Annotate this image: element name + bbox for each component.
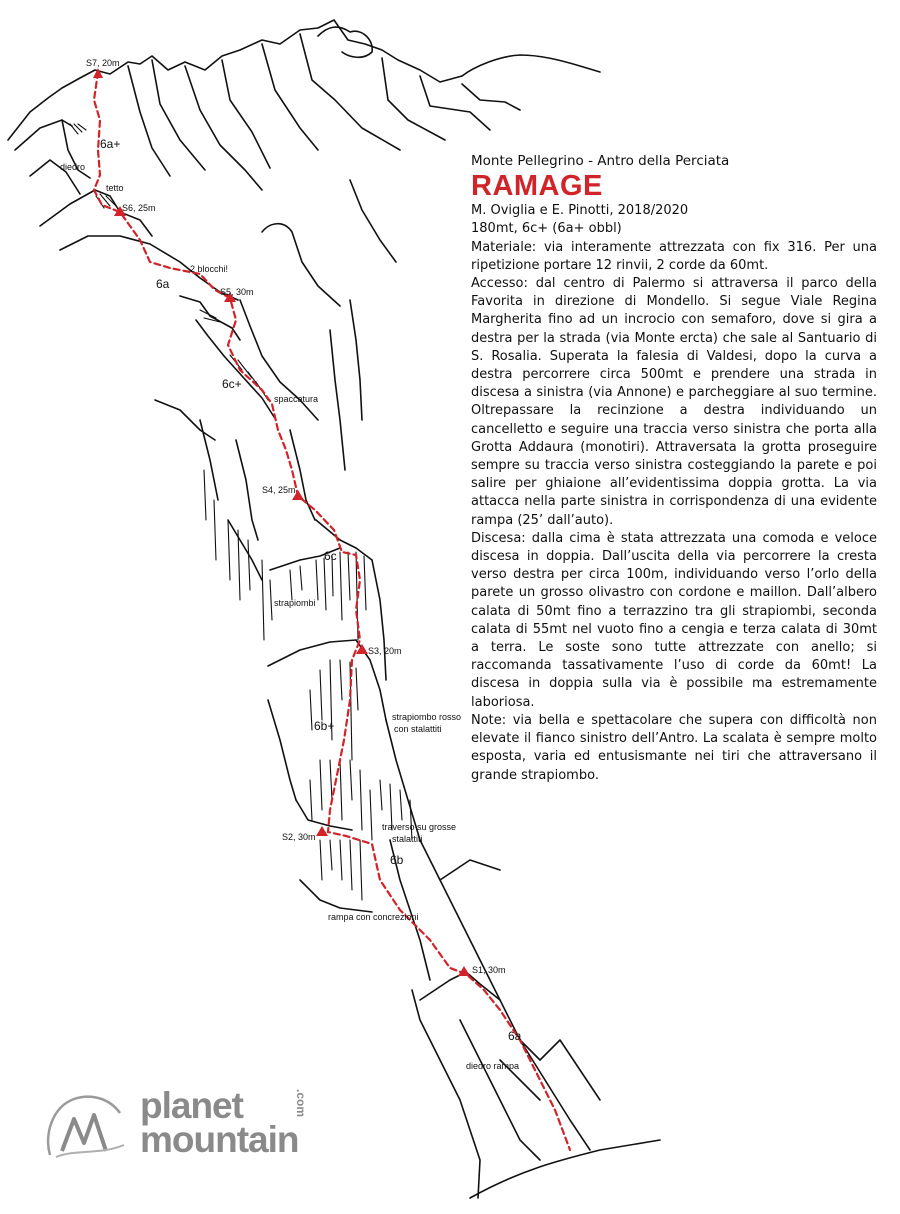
route-info-panel [471, 152, 877, 785]
pitch-grade-7: 6a+ [100, 137, 121, 151]
accesso-text: Accesso: dal centro di Palermo si attraversa il parco della Favorita in direzione di Mondello. Si segue Viale Regina Margherita fino ad un incrocio con semaforo, dove si gira a destra per la strada (via Monte ercta) che sale al Santuario di S. Rosalia. Superata la falesia di Valdesi, dopo la curva a destra percorrere circa 500mt e prendere una strada in discesa a sinistra (via Annone) e parcheggiare al suo termine. Oltrepassare la recinzione a destra individuando un cancelletto e seguire una traccia verso sinistra che porta alla Grotta Addaura (monotiri). Attraversata la grotta proseguire sempre su traccia verso sinistra costeggiando la parete e poi salire per ghiaione all’evidentissima doppia grotta. La via attacca nella parte sinistra in corrispondenza di una evidente rampa (25’ dall’auto). [471, 276, 877, 528]
feature-label-tetto: tetto [106, 183, 124, 193]
pitch-grade-1: 6a [508, 1029, 522, 1043]
location-subtitle: Monte Pellegrino - Antro della Perciata [471, 153, 730, 169]
feature-label-strapiombi: strapiombi [274, 598, 316, 608]
pitch-grade-6: 6a [156, 277, 170, 291]
feature-label-blocchi: 2 blocchi! [190, 264, 229, 274]
pitch-grade-3: 6b+ [314, 719, 335, 733]
logo-line-planet: planet [140, 1085, 243, 1126]
feature-label-traverso: traverso su grosse [382, 822, 457, 832]
materiale-text: Materiale: via interamente attrezzata con fix 316. Per una ripetizione portare 12 rinvii, 2 corde da 60mt. [471, 239, 877, 273]
belay-marker-s2 [316, 826, 328, 836]
belay-label-s5: S5, 30m [220, 287, 254, 297]
feature-label-spaccatura: spaccatura [274, 394, 319, 404]
planetmountain-logo [40, 1085, 308, 1165]
feature-label-rampa: rampa con concrezioni [328, 912, 419, 922]
belay-label-s6: S6, 25m [122, 203, 156, 213]
feature-label-grosse-stalattiti: stalattiti [392, 834, 423, 844]
logo-com-suffix: .com [294, 1089, 308, 1118]
overhang-hatching [70, 124, 412, 900]
pitch-grade-5: 6c+ [222, 377, 242, 391]
belay-label-s2: S2, 30m [282, 832, 316, 842]
feature-label-diedro-rampa: diedro rampa [466, 1061, 520, 1071]
authors: M. Oviglia e E. Pinotti, 2018/2020 [471, 203, 689, 219]
belay-label-s1: S1, 30m [472, 965, 506, 975]
logo-line-mountain: mountain [140, 1119, 299, 1160]
route-stats: 180mt, 6c+ (6a+ obbl) [471, 221, 622, 237]
pitch-grade-4: 6c [324, 549, 337, 563]
feature-label-strapiombo-rosso: strapiombo rosso [392, 712, 462, 722]
feature-label-stalattiti: con stalattiti [394, 724, 442, 734]
note-text: Note: via bella e spettacolare che supera con difficoltà non elevate il fianco sinistro dell’Antro. La scalata è sempre molto esposta, varia ed entusismante nei tiri che attraversano il grande strapiombo. [471, 712, 877, 783]
pitch-grade-2: 6b [390, 853, 404, 867]
discesa-text: Discesa: dalla cima è stata attrezzata una comoda e veloce discesa in doppia. Dall’uscita della via percorrere la cresta verso destra per circa 100m, individuando verso l’orlo della parete un grosso olivastro con cordone e maillon. Dall’albero calata di 50mt fino a terrazzino tra gli strapiombi, seconda calata di 55mt nel vuoto fino a cengia e terza calata di 30mt a terra. Le soste sono tutte attrezzate con anello; si raccomanda tassativamente l’uso di corde da 60mt! La discesa in doppia sulla via è possibile ma estremamente laboriosa. [471, 530, 877, 710]
belay-label-s4: S4, 25m [262, 485, 296, 495]
route-title: RAMAGE [471, 170, 603, 203]
mountain-logo-icon [40, 1085, 140, 1165]
belay-label-s7: S7, 20m [86, 58, 120, 68]
feature-label-diedro: diedro [60, 162, 86, 172]
belay-label-s3: S3, 20m [368, 646, 402, 656]
